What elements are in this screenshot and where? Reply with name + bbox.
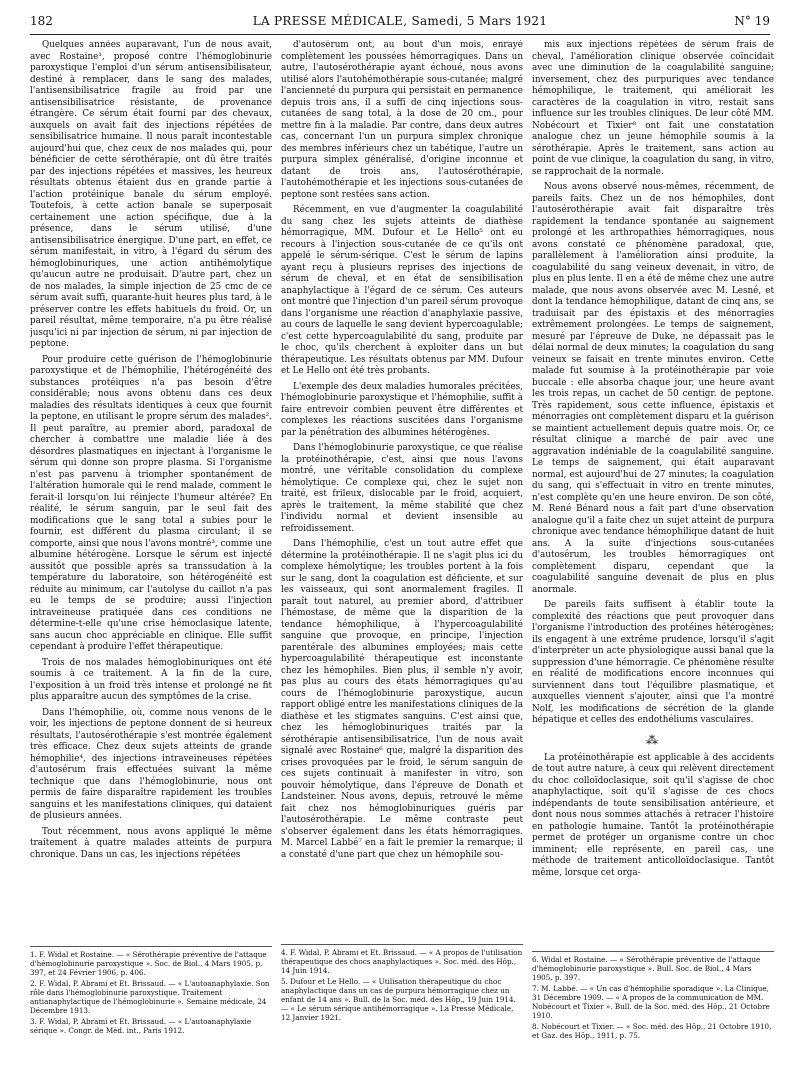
paragraph: Récemment, en vue d'augmenter la coagulabilité du sang chez les sujets atteints de diathèse hémorragique, MM. Dufour et Le Hello⁵ ont eu recours à l'injection sous-cutanée de ce qu'ils ont appelé le sérum-sérique. C'est le sérum de lapins ayant reçu à plusieurs reprises des injections de sérum de cheval, et en état de sensibilisation anaphylactique à l'égard de ce sérum. Ces auteurs ont montré que l'injection d'un pareil sérum provoque dans l'organisme une réaction d'anaphylaxie passive, au cours de laquelle le sang devient hypercoagulable; c'est cette hypercoagulabilité du sang, produite par le choc, qu'ils cherchent à exploiter dans un but thérapeutique. Les résultats obtenus par MM. Dufour et Le Hello ont été très probants. xyxy=(281,205,523,376)
footnote: 7. M. Labbé. — « Un cas d'hémophilie sporadique ». La Clinique, 31 Décembre 1909. — « A propos de la communication de MM. Nobécourt et Tixier ». Bull. de la Soc. méd. des Hôp., 21 Octobre 1910. xyxy=(532,984,770,1020)
paragraph: Trois de nos malades hémoglobinuriques ont été soumis à ce traitement. A la fin de la cure, l'exposition à un froid très intense et prolongé ne fit plus apparaître aucun des symptômes de la crise. xyxy=(30,657,272,702)
paragraph: L'exemple des deux maladies humorales précitées, l'hémoglobinurie paroxystique et l'hémophilie, suffit à faire entrevoir combien peuvent être différentes et complexes les réactions suscitées dans l'organisme par la pénétration des albumines hétérogènes. xyxy=(281,381,523,438)
footnote: 4. F. Widal, P. Abrami et Et. Brissaud. — « A propos de l'utilisation thérapeutique des chocs anaphylactiques ». Soc. méd. des Hôp., 14 Juin 1914. xyxy=(281,948,523,975)
paragraph: Dans l'hémophilie, où, comme nous venons de le voir, les injections de peptone donnent de si heureux résultats, l'autosérothérapie s'est montrée également très efficace. Chez deux sujets atteints de grande hémophilie⁴, des injections intraveineuses répétées d'autosérum frais effectuées suivant la même technique que dans l'hémoglobinurie, nous ont permis de faire disparaître rapidement les troubles sanguins et les manifestations cliniques, qui dataient de plusieurs années. xyxy=(30,707,272,821)
paragraph: Pour produire cette guérison de l'hémoglobinurie paroxystique et de l'hémophilie, l'hétérogénéité des substances protéiques n'a pas besoin d'être considérable; nous avons obtenu dans ces deux maladies des résultats identiques à ceux que fournit la peptone, en utilisant le propre sérum des malades². Il peut paraître, au premier abord, paradoxal de chercher à combattre une maladie liée à des désordres plasmatiques en injectant à l'organisme le sérum qui donne son propre plasma. Si l'organisme n'est pas parvenu à triompher spontanément de l'altération humorale qui le rend malade, comment le ferait-il lorsqu'on lui réinjecte l'humeur altérée? En réalité, le sérum sanguin, par le seul fait des modifications que le sang total a subies pour le fournir, est différent du plasma circulant; il se comporte, ainsi que nous l'avons montré³, comme une albumine hétérogène. Lorsque le sérum est injecté aussitôt que possible après sa transsudation à la température du laboratoire, son hétérogénéité est réduite au minimum, car l'autolyse du caillot n'a pas eu le temps de se produire; aussi l'injection intraveineuse pratiquée dans ces conditions ne détermine-t-elle qu'une crise hémoclasique latente, sans aucun choc appréciable en clinique. Elle suffit cependant à produire l'effet thérapeutique. xyxy=(30,354,272,652)
footnotes xyxy=(281,944,523,1040)
column-2-body xyxy=(281,40,523,942)
page-number: 182 xyxy=(30,14,53,28)
footnote: 5. Dufour et Le Hello. — « Utilisation thérapeutique du choc anaphylactique dans un cas de purpura hémorragique chez un enfant de 14 ans ». Bull. de la Soc. méd. des Hôp., 19 Juin 1914. — « Le sérum sérique antihémorragique ». La Presse Médicale, 12 Janvier 1921. xyxy=(281,977,516,1022)
column-3-body xyxy=(532,40,774,949)
journal-title: LA PRESSE MÉDICALE, Samedi, 5 Mars 1921 xyxy=(252,14,548,28)
paragraph: Dans l'hémoglobinurie paroxystique, ce que réalise la protéinothérapie, c'est, ainsi que nous l'avons montré, une véritable consolidation du complexe hémolytique. Ce complexe qui, chez le sujet non traité, est frileux, dislocable par le froid, acquiert, après le traitement, la même stabilité que chez l'individu normal et devient insensible au refroidissement. xyxy=(281,443,523,534)
text-columns xyxy=(30,40,774,1040)
paragraph: mis aux injections répétées de sérum frais de cheval, l'amélioration clinique observée coïncidait avec une diminution de la coagulabilité sanguine; inversement, chez des purpuriques avec tendance hémophilique, le traitement, qui améliorait les caractères de la coagulation in vitro, restait sans influence sur les troubles cliniques. De leur côté MM. Nobécourt et Tixier⁸ ont fait une constatation analogue chez un jeune hémophile soumis à la sérothérapie. Après le traitement, sans action au point de vue clinique, la coagulation du sang, in vitro, se rapprochait de la normale. xyxy=(532,40,774,177)
paragraph: d'autosérum ont, au bout d'un mois, enrayé complètement les poussées hémorragiques. Dans un autre, l'autosérothérapie ayant échoué, nous avons utilisé alors l'autohémothérapie sous-cutanée; malgré l'ancienneté du purpura qui persistait en permanence depuis trois ans, il a suffi de cinq injections sous-cutanées de sang total, à la dose de 20 cm., pour mettre fin à la maladie. Par contre, dans deux autres cas, concernant l'un un purpura simplex chronique des membres inférieurs chez un tabétique, l'autre un purpura simplex généralisé, d'origine inconnue et datant de trois ans, l'autosérothérapie, l'autohémothérapie et les injections sous-cutanées de peptone sont restées sans action. xyxy=(281,40,523,200)
footnotes xyxy=(532,951,774,1040)
paragraph: La protéinothérapie est applicable à des accidents de tout autre nature, à ceux qui relèvent directement du choc colloïdoclasique, soit qu'il s'agisse de choc anaphylactique, soit qu'il s'agisse de ces chocs indépendants de toute sensibilisation antérieure, et dont nous nous sommes attachés à retracer l'histoire en pathologie humaine. Tantôt la protéinothérapie permet de protéger un organisme contre un choc imminent; elle représente, en pareil cas, une méthode de traitement anticolloïdoclasique. Tantôt même, lorsque cet orga- xyxy=(532,752,774,878)
page-header xyxy=(30,14,770,34)
paragraph: Tout récemment, nous avons appliqué le même traitement à quatre malades atteints de purpura chronique. Dans un cas, les injections répétées xyxy=(30,826,272,860)
column-2 xyxy=(281,40,523,1040)
header-rule xyxy=(30,34,770,35)
section-separator: ⁂ xyxy=(646,732,660,747)
paragraph: De pareils faits suffisent à établir toute la complexité des réactions que peut provoquer dans l'organisme l'introduction des protéines hétérogènes; ils engagent à une extrême prudence, lorsqu'il s'agit d'interpréter un acte physiologique aussi banal que la suppression d'une hémorragie. Ce phénomène résulte en réalité de modifications encore inconnues qui surviennent dans tout l'équilibre plasmatique, et auxquelles viennent s'ajouter, ainsi que l'a montré Nolf, les modifications de sécrétion de la glande hépatique et celles des endothéliums vasculaires. xyxy=(532,600,774,725)
footnote: 1. F. Widal et Rostaine. — « Sérothérapie préventive de l'attaque d'hémoglobinurie paroxystique ». Soc. de Biol., 4 Mars 1905, p. 397, et 24 Février 1906, p. 406. xyxy=(30,950,267,977)
column-1 xyxy=(30,40,272,1040)
footnote: 8. Nobécourt et Tixier. — « Soc. méd. des Hôp., 21 Octobre 1910, et Gaz. des Hôp., 1911, p. 75. xyxy=(532,1022,772,1040)
footnote: 2. F. Widal, P. Abrami et Et. Brissaud. — « L'autoanaphylaxie. Son rôle dans l'hémoglobinurie paroxystique. Traitement antianaphylactique de l'hémoglobinurie ». Semaine médicale, 24 Décembre 1913. xyxy=(30,979,270,1015)
column-3 xyxy=(532,40,774,1040)
paragraph: Dans l'hémophilie, c'est un tout autre effet que détermine la protéinothérapie. Il ne s'agit plus ici du complexe hémolytique; les troubles portent à la fois sur le sang, dont la coagulation est déficiente, et sur les vaisseaux, qui sont anormalement fragiles. Il paraît tout naturel, au premier abord, d'attribuer l'hémostase, de même que la disparition de la tendance hémophilique, à l'hypercoagulabilité sanguine que provoque, en principe, l'injection parentérale des albumines employées; mais cette hypercoagulabilité thérapeutique est inconstante chez les hémophiles. Bien plus, il semble n'y avoir, pas plus au cours des états hémorragiques qu'au cours de l'hémoglobinurie paroxystique, aucun rapport obligé entre les manifestations cliniques de la diathèse et les stigmates sanguins. C'est ainsi que, chez les hémoglobinuriques traités par la sérothérapie antisensibilisatrice, l'un de nous avait signalé avec Rostaine⁶ que, malgré la disparition des crises provoquées par le froid, le sérum sanguin de ces sujets continuait à manifester in vitro, son pouvoir hémolytique, dans l'épreuve de Donath et Landsteiner. Nous avons, depuis, retrouvé le même fait chez nos hémoglobinuriques guéris par l'autosérothérapie. Le même contraste peut s'observer également dans les états hémorragiques. M. Marcel Labbé⁷ en a fait le premier la remarque; il a constaté d'une part que chez un hémophile sou- xyxy=(281,539,523,860)
footnotes xyxy=(30,946,272,1040)
paragraph: Quelques années auparavant, l'un de nous avait, avec Rostaine¹, proposé contre l'hémoglobinurie paroxystique l'emploi d'un sérum antisensibilisateur, destiné à remplacer, dans le sang des malades, l'antisensibilisatrice fragile au froid par une antisensibilisatrice résistante, de provenance étrangère. Ce sérum était fourni par des chevaux, auxquels on avait fait des injections répétées de sensibilisatrice humaine. Il nous paraît incontestable aujourd'hui que, chez ceux de nos malades qui, pour bénéficier de cette sérothérapie, ont dû être traités par des injections répétées et massives, les heureux résultats obtenus étaient dus en grande partie à l'action protéinique banale du sérum employé. Toutefois, à cette action banale se superposait certainement une action spécifique, due à la présence, dans le sérum utilisé, d'une antisensibilisatrice énergique. D'une part, en effet, ce sérum manifestait, in vitro, à l'égard du sérum des hémoglobinuriques, une action antihémolytique qu'aucun autre ne produisait. D'autre part, chez un de nos malades, la simple injection de 25 cmc de ce sérum avait suffi, quarante-huit heures plus tard, à le préserver contre les effets habituels du froid. Or, un pareil résultat, même temporaire, n'a pu être réalisé jusqu'ici ni par injection de sérum, ni par injection de peptone. xyxy=(30,40,272,349)
footnote: 3. F. Widal, P. Abrami et Et. Brissaud. — « L'autoanaphylaxie sérique ». Congr. de Méd. int., Paris 1912. xyxy=(30,1017,252,1035)
paragraph: Nous avons observé nous-mêmes, récemment, de pareils faits. Chez un de nos hémophiles, dont l'autosérothérapie avait fait disparaître très rapidement la tendance spontanée au saignement prolongé et les arthropathies hémorragiques, nous avons constaté ce phénomène paradoxal, que, parallèlement à l'amélioration ainsi produite, la coagulabilité du sang veineux devenait, in vitro, de plus en plus lente. Il en a été de même chez une autre malade, que nous avons observée avec M. Lesné, et dont la tendance hémophilique, datant de cinq ans, se traduisait par des épistaxis et des ménorragies extrêmement prolongées. Le temps de saignement, mesuré par l'épreuve de Duke, ne dépassait pas le délai normal de deux minutes; la coagulation du sang veineux se faisait en trente minutes environ. Cette malade fut soumise à la protéinothérapie par voie buccale : elle absorba chaque jour, une heure avant les trois repas, un cachet de 50 centigr. de peptone. Très rapidement, sous cette influence, épistaxis et ménorragies ont complètement disparu et la guérison se maintient actuellement depuis quatre mois. Or, ce résultat clinique a marché de pair avec une aggravation indéniable de la coagulabilité sanguine. Le temps de saignement, qui était auparavant normal, est aujourd'hui de 27 minutes; la coagulation du sang, qui s'effectuait in vitro en trente minutes, n'est complète qu'en une heure environ. De son côté, M. René Bénard nous a fait part d'une observation analogue qu'il a faite chez un sujet atteint de purpura chronique avec tendance hémophilique datant de huit ans. A la suite d'injections sous-cutanées d'autosérum, les troubles hémorragiques ont complètement disparu, cependant que la coagulabilité sanguine devenait de plus en plus anormale. xyxy=(532,182,774,595)
issue-number: N° 19 xyxy=(734,14,770,28)
column-1-body xyxy=(30,40,272,944)
footnote: 6. Widal et Rostaine. — « Sérothérapie préventive de l'attaque d'hémoglobinurie paroxystique ». Bull. Soc. de Biol., 4 Mars 1905, p. 397. xyxy=(532,955,761,982)
